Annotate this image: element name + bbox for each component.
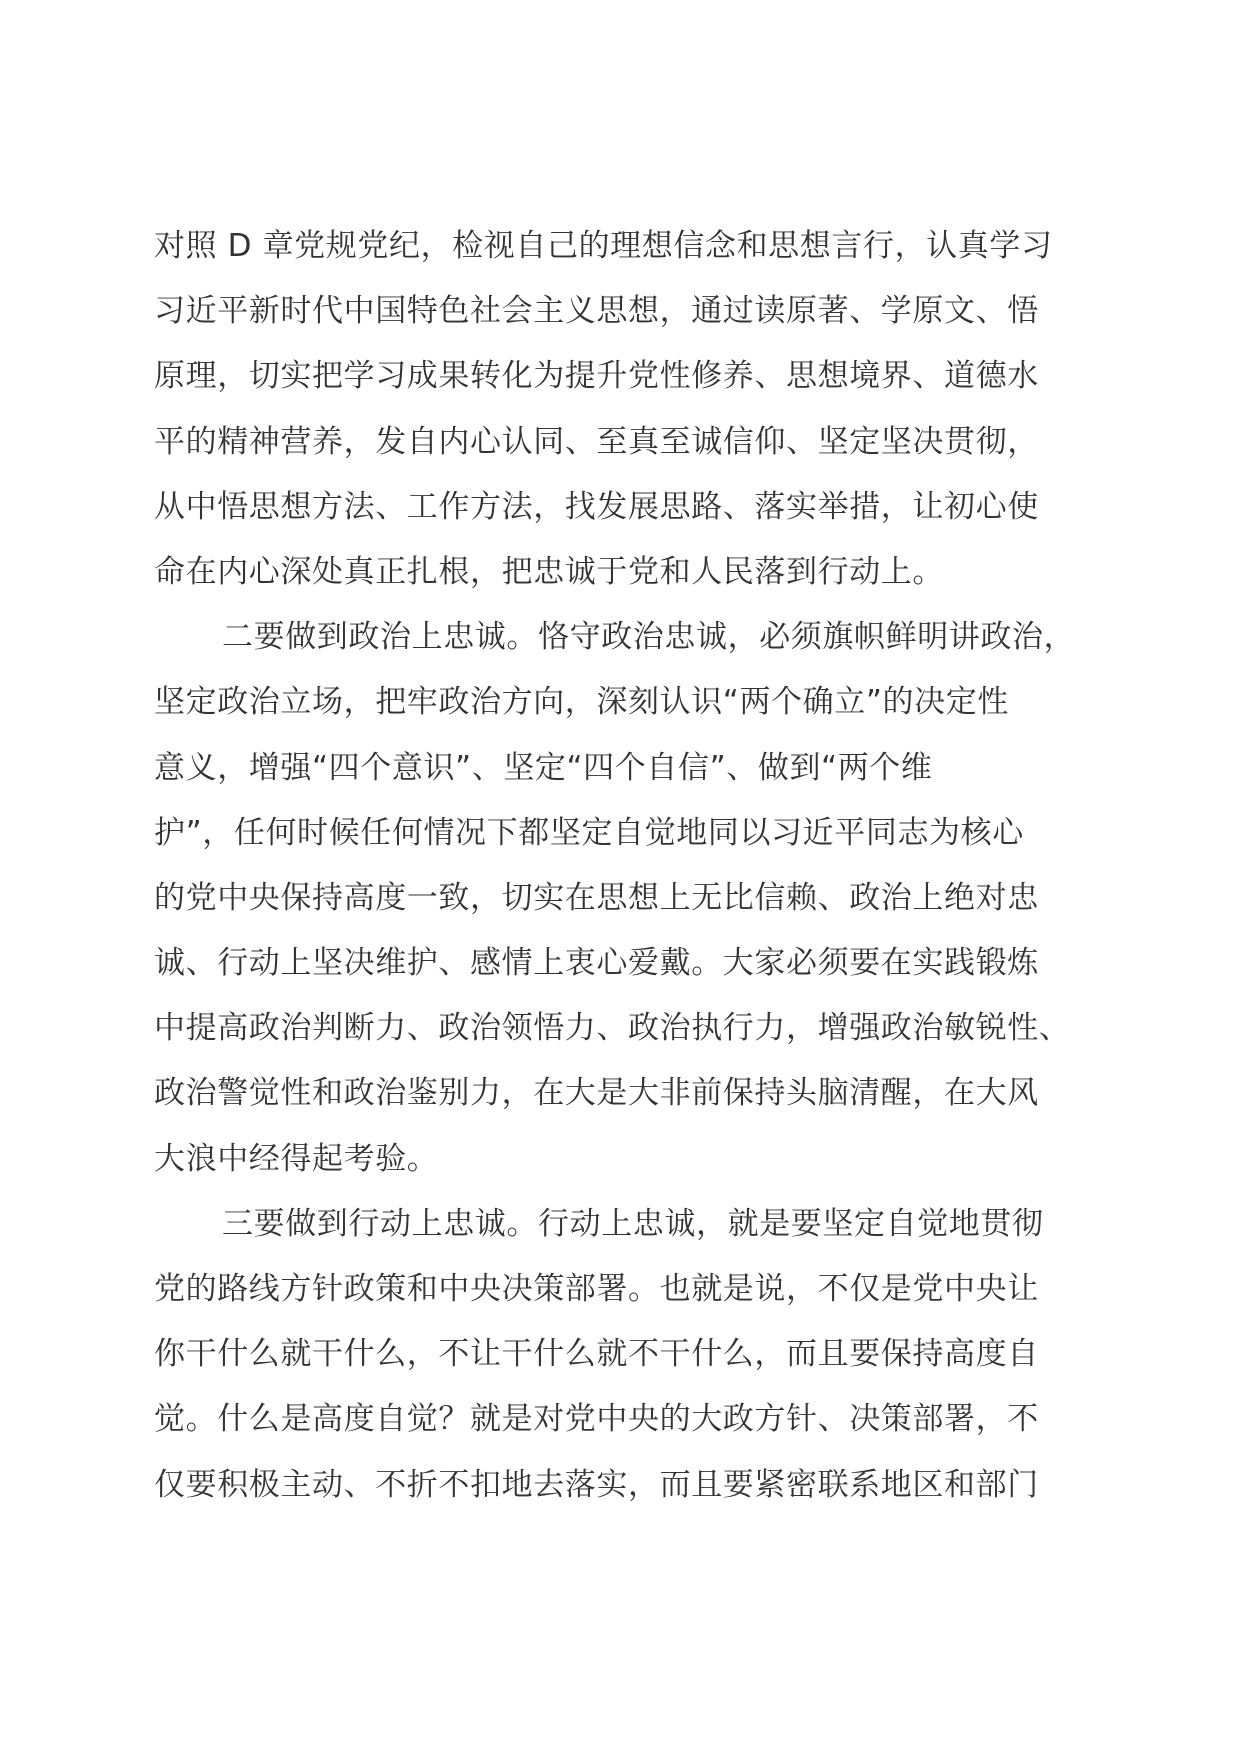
paragraph-start-line: 三要做到行动上忠诚。行动上忠诚，就是要坚定自觉地贯彻 — [222, 1205, 1044, 1242]
text-line: 的党中央保持高度一致，切实在思想上无比信赖、政治上绝对忠 — [154, 879, 1039, 916]
body-text — [154, 214, 1094, 1518]
text-line: 政治警觉性和政治鉴别力，在大是大非前保持头脑清醒，在大风 — [154, 1075, 1039, 1112]
text-line: 中提高政治判断力、政治领悟力、政治执行力，增强政治敏锐性、 — [154, 1010, 1071, 1047]
text-line: 平的精神营养，发自内心认同、至真至诚信仰、坚定坚决贯彻， — [154, 423, 1039, 460]
text-line: 诚、行动上坚决维护、感情上衷心爱戴。大家必须要在实践锻炼 — [154, 945, 1039, 982]
text-line: 习近平新时代中国特色社会主义思想，通过读原著、学原文、悟 — [154, 293, 1039, 330]
text-line: 命在内心深处真正扎根，把忠诚于党和人民落到行动上。 — [154, 553, 944, 590]
text-line: 大浪中经得起考验。 — [154, 1140, 439, 1177]
text-line: 从中悟思想方法、工作方法，找发展思路、落实举措，让初心使 — [154, 488, 1039, 525]
text-line: 你干什么就干什么，不让干什么就不干什么，而且要保持高度自 — [154, 1336, 1039, 1373]
text-line: 对照 D 章党规党纪，检视自己的理想信念和思想言行，认真学习 — [154, 228, 1053, 264]
text-line: 护”，任何时候任何情况下都坚定自觉地同以习近平同志为核心 — [154, 814, 1024, 851]
paragraph-start-line: 二要做到政治上忠诚。恪守政治忠诚，必须旗帜鲜明讲政治， — [222, 619, 1076, 656]
text-line: 原理，切实把学习成果转化为提升党性修养、思想境界、道德水 — [154, 358, 1039, 395]
text-line: 觉。什么是高度自觉？就是对党中央的大政方针、决策部署，不 — [154, 1401, 1039, 1438]
text-line: 意义，增强“四个意识”、坚定“四个自信”、做到“两个维 — [154, 749, 933, 786]
text-line: 仅要积极主动、不折不扣地去落实，而且要紧密联系地区和部门 — [154, 1466, 1039, 1503]
text-line: 党的路线方针政策和中央决策部署。也就是说，不仅是党中央让 — [154, 1271, 1039, 1307]
text-line: 坚定政治立场，把牢政治方向，深刻认识“两个确立”的决定性 — [154, 684, 1009, 721]
